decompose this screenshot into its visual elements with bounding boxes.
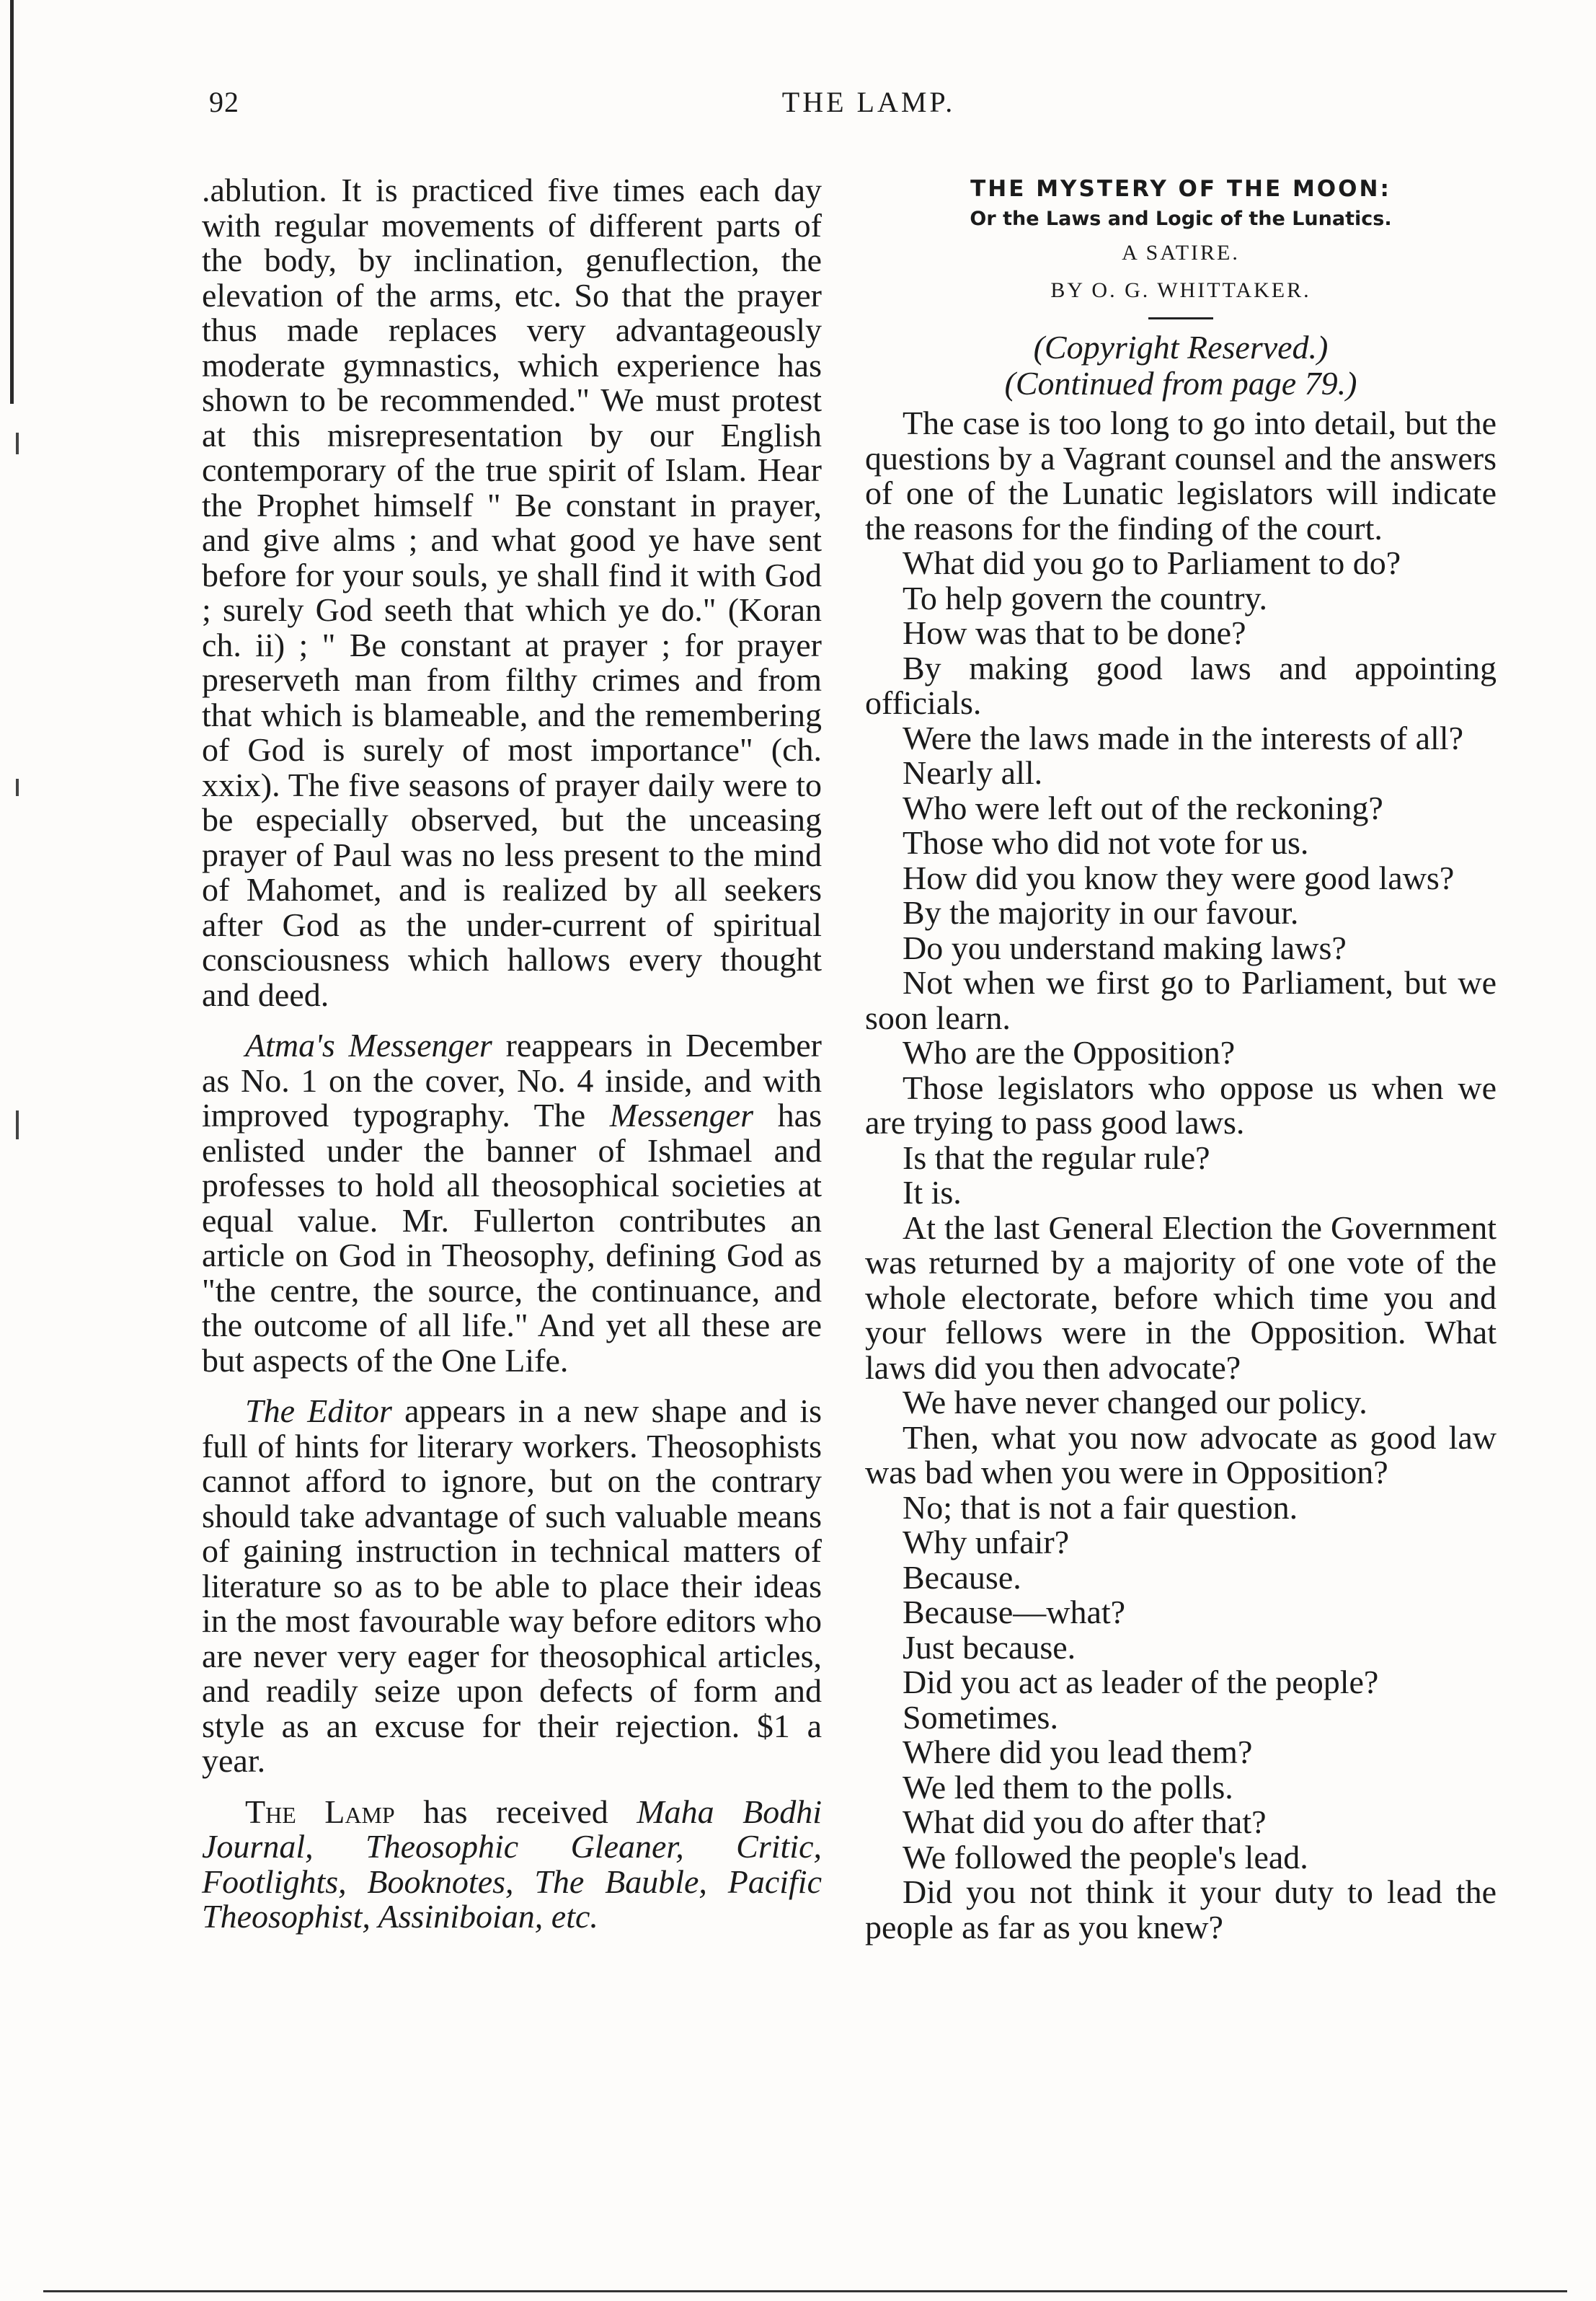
article-subtitle: Or the Laws and Logic of the Lunatics. (970, 208, 1392, 230)
dialogue-line: How did you know they were good laws? (903, 859, 1455, 896)
dialogue-line: Do you understand making laws? (903, 929, 1347, 966)
heading-rule (1148, 317, 1213, 319)
continued-note: (Continued from page 79.) (1004, 365, 1357, 402)
running-head (209, 85, 1528, 128)
dialogue-line: It is. (903, 1174, 962, 1211)
dialogue-line: Did you act as leader of the people? (903, 1664, 1379, 1700)
right-column (865, 173, 1497, 1945)
periodical-list: Maha Bodhi Journal, Theosophic Gleaner, Critic, Footlights, Booknotes, The Bauble, Pacific Theosophist, Assiniboian, etc. (202, 1793, 822, 1935)
dialogue-line: Just because. (903, 1628, 1076, 1666)
dialogue-line: What did you go to Parliament to do? (903, 544, 1401, 581)
dialogue-line: Because. (903, 1558, 1021, 1596)
page-number: 92 (209, 86, 239, 118)
article-byline: BY O. G. WHITTAKER. (1050, 278, 1311, 302)
dialogue-line: Those who did not vote for us. (903, 824, 1309, 861)
dialogue-line: Who are the Opposition? (903, 1034, 1236, 1071)
bottom-rule (43, 2290, 1567, 2292)
dialogue-line: What did you do after that? (903, 1803, 1267, 1840)
dialogue-line: By the majority in our favour. (903, 894, 1299, 931)
paragraph-text: has enlisted under the banner of Ishmael and professes to hold all theosophical societies at equal value. Mr. Fullerton contributes an article on God in Theosophy, defining God as "the centre, the source, the continuance, and the outcome of all life." And yet all these are but aspects of the One Life. (202, 1097, 822, 1379)
paragraph-text: reappears in December as No. 1 on the cover, No. 4 inside, and with improved typography. The (202, 1027, 822, 1134)
dialogue-line: How was that to be done? (903, 614, 1246, 651)
dialogue-line: No; that is not a fair question. (903, 1488, 1298, 1526)
article-intro: The case is too long to go into detail, but the questions by a Vagrant counsel and the answers of one of the Lunatic legislators will indicate the reasons for the finding of the court. (865, 405, 1497, 547)
paragraph-atmas-messenger (202, 1028, 822, 1378)
dialogue-line: Sometimes. (903, 1698, 1058, 1736)
dialogue-line: To help govern the country. (903, 579, 1268, 617)
article-title: THE MYSTERY OF THE MOON: (970, 176, 1391, 202)
dialogue-line: Is that the regular rule? (903, 1139, 1210, 1176)
periodical-title: Messenger (609, 1097, 754, 1134)
binding-edge (10, 0, 14, 404)
dialogue-line: Those legislators who oppose us when we are trying to pass good laws. (865, 1069, 1497, 1141)
paragraph-the-editor (202, 1394, 822, 1779)
article-genre: A SATIRE. (1122, 241, 1240, 265)
dialogue-line: Did you not think it your duty to lead the people as far as you knew? (865, 1873, 1497, 1946)
paragraph-text: appears in a new shape and is full of hints for literary workers. Theosophists cannot afford to ignore, but on the contrary should take advantage of such valuable means of gaining instruction in technical matters of literature so as to be able to place their ideas in the most favourable way before editors who are never very eager for theosophical articles, and readily seize upon defects of form and style as an excuse for their rejection. $1 a year. (202, 1392, 823, 1779)
binding-mark (16, 433, 19, 454)
dialogue-line: Where did you lead them? (903, 1734, 1253, 1770)
dialogue-line: We have never changed our policy. (903, 1384, 1367, 1421)
article-heading (865, 173, 1497, 319)
dialogue-line: By making good laws and appointing officials. (865, 649, 1497, 721)
paragraph-ablution: .ablution. It is practiced five times each day with regular movements of different parts of the body, by inclination, genuflection, the elevation of the arms, etc. So that the prayer thus made replaces very advantageously moderate gymnastics, which experience has shown to be recommended." We must protest at this misrepresentation by our English contemporary of the true spirit of Islam. Hear the Prophet himself " Be constant in prayer, and give alms ; and what good ye have sent before for your souls, ye shall find it with God ; surely God seeth that which ye do." (Koran ch. ii) ; " Be constant at prayer ; for prayer preserveth man from filthy crimes and from that which is blameable, and the remembering of God is surely of most importance" (ch. xxix). The five seasons of prayer daily were to be especially observed, but the unceasing prayer of Paul was no less present to the mind of Mahomet, and is realized by all seekers after God as the under-current of spiritual consciousness which hallows every thought and deed. (202, 172, 822, 1013)
dialogue-line: We led them to the polls. (903, 1768, 1233, 1806)
dialogue-line: Nearly all. (903, 754, 1043, 791)
dialogue-line: Why unfair? (903, 1524, 1070, 1560)
binding-mark (16, 1110, 19, 1139)
dialogue-line: Who were left out of the reckoning? (903, 789, 1383, 826)
dialogue-line: Not when we first go to Parliament, but we soon learn. (865, 964, 1497, 1036)
dialogue-line: We followed the people's lead. (903, 1838, 1308, 1876)
paragraph-text: has received (394, 1793, 637, 1830)
dialogue-line: Because—what? (903, 1594, 1126, 1630)
dialogue-line: At the last General Election the Government was returned by a majority of one vote of the whole electorate, before which time you and your fellows were in the Opposition. What laws did you then advocate? (865, 1209, 1497, 1386)
binding-mark (16, 779, 19, 796)
paragraph-received (202, 1795, 822, 1935)
copyright-note: (Copyright Reserved.) (1033, 329, 1329, 366)
dialogue-line: Then, what you now advocate as good law was bad when you were in Opposition? (865, 1418, 1497, 1490)
journal-name: The Lamp (245, 1793, 395, 1830)
periodical-title: The Editor (245, 1392, 392, 1429)
dialogue-line: Were the laws made in the interests of all? (903, 719, 1464, 756)
notes (865, 330, 1497, 402)
journal-title: THE LAMP. (781, 86, 956, 118)
periodical-title: Atma's Messenger (245, 1027, 492, 1064)
left-column (202, 173, 822, 1935)
